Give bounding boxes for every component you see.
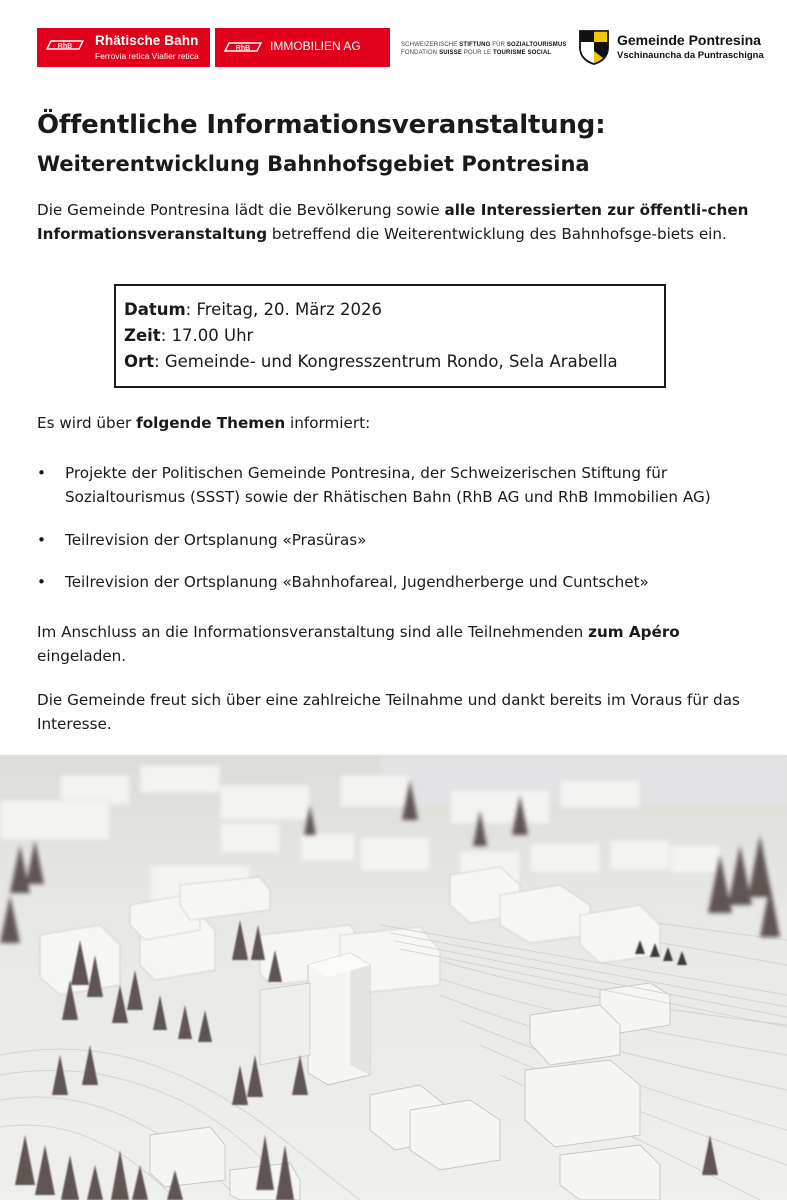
architectural-model-photo [0,755,787,1200]
ssst-logo [401,41,567,57]
event-time: Zeit: 17.00 Uhr [124,326,254,345]
ssst-logo-line-2: FONDATION SUISSE POUR LE TOURISME SOCIAL [401,50,552,56]
intro-paragraph: Die Gemeinde Pontresina lädt die Bevölkerung sowie alle Interessierten zur öffentli-chen Informationsveranstaltung betreffend die Weiterentwicklung des Bahnhofsge-biets ein. [37,201,749,243]
ssst-logo-line-1: SCHWEIZERISCHE STIFTUNG FÜR SOZIALTOURISMUS [401,42,567,48]
event-date: Datum: Freitag, 20. März 2026 [124,300,382,319]
pontresina-crest-icon [579,30,609,65]
rhb-logo-name: Rhätische Bahn [95,33,199,48]
page-subtitle: Weiterentwicklung Bahnhofsgebiet Pontresina [37,152,590,176]
rhb-immobilien-logo [215,28,390,67]
rhb-logo [37,28,210,67]
gemeinde-pontresina-logo [579,30,764,66]
rhb-mark-icon [223,41,263,53]
svg-text:RhB: RhB [235,45,251,52]
list-item: • Teilrevision der Ortsplanung «Bahnhofareal, Jugendherberge und Cuntschet» [37,570,762,594]
gemeinde-logo-name: Gemeinde Pontresina [617,32,761,48]
event-place: Ort: Gemeinde- und Kongresszentrum Rondo, Sela Arabella [124,352,618,371]
closing-paragraph: Die Gemeinde freut sich über eine zahlreiche Teilnahme und dankt bereits im Voraus für das Interesse. [37,691,740,733]
rhb-immobilien-logo-name: IMMOBILIEN AG [270,39,361,53]
gemeinde-logo-subtitle: Vschinauncha da Puntraschigna [617,50,764,61]
bullet-icon: • [37,464,46,482]
logo-bar [37,28,764,68]
list-item: • Teilrevision der Ortsplanung «Prasüras» [37,528,762,552]
page-title: Öffentliche Informationsveranstaltung: [37,110,606,140]
bullet-icon: • [37,531,46,549]
themes-intro: Es wird über folgende Themen informiert: [37,414,371,432]
list-item: • Projekte der Politischen Gemeinde Pontresina, der Schweizerischen Stiftung für Sozialtourismus (SSST) sowie der Rhätischen Bahn (RhB AG und RhB Immobilien AG) [37,461,762,509]
architectural-model-illustration [0,755,787,1200]
svg-text:RhB: RhB [57,43,73,50]
apero-paragraph: Im Anschluss an die Informationsveranstaltung sind alle Teilnehmenden zum Apéro eingeladen. [37,623,680,665]
rhb-logo-subtitle: Ferrovia retica Viafier retica [95,51,199,61]
event-details-box [114,284,666,388]
rhb-mark-icon [45,39,85,51]
bullet-icon: • [37,573,46,591]
